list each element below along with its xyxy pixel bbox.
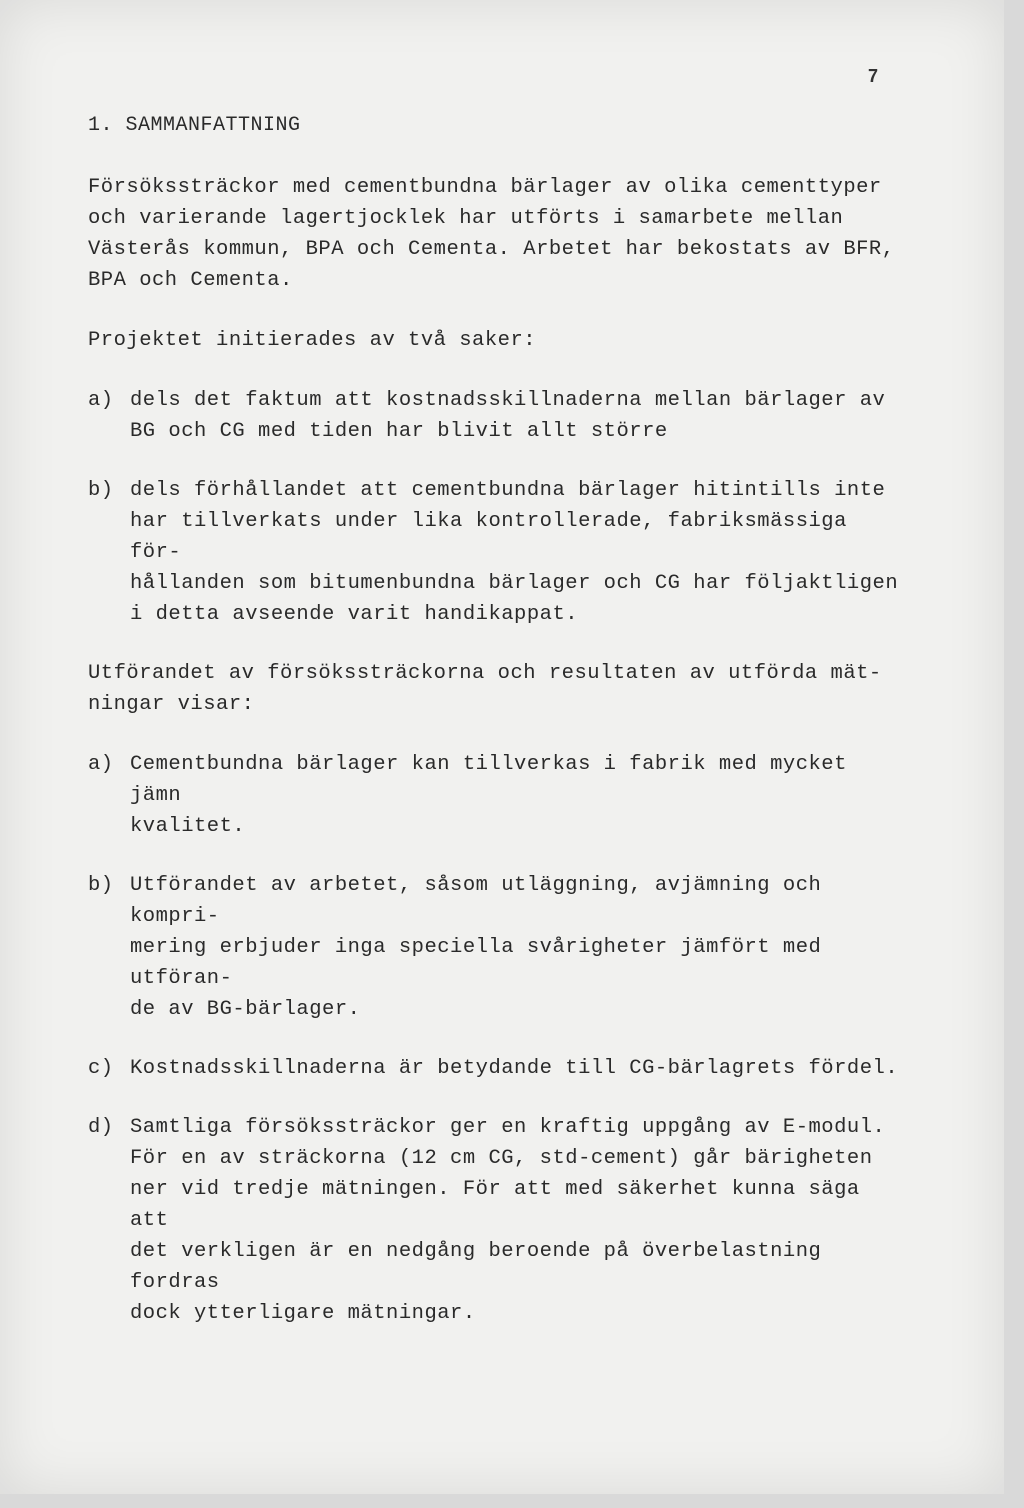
list-marker: b) — [88, 874, 114, 897]
result-item-d — [88, 1112, 908, 1329]
list-marker: a) — [88, 389, 114, 412]
result-item-c — [88, 1053, 908, 1084]
section-heading: 1. SAMMANFATTNING — [88, 114, 301, 137]
list-item-text: Kostnadsskillnaderna är betydande till CG-bärlagrets fördel. — [130, 1057, 899, 1080]
summary-content — [88, 172, 908, 1357]
reason-item-b — [88, 475, 908, 630]
result-item-a — [88, 749, 908, 842]
list-marker: d) — [88, 1116, 114, 1139]
results-intro-paragraph: Utförandet av försökssträckorna och resultaten av utförda mät- ningar visar: — [88, 662, 882, 716]
project-intro-paragraph: Projektet initierades av två saker: — [88, 329, 537, 352]
intro-paragraph: Försökssträckor med cementbundna bärlager av olika cementtyper och varierande lagertjocklek har utförts i samarbete mellan Västerås kommun, BPA och Cementa. Arbetet har bekostats av BFR, BPA och Cementa. — [88, 176, 895, 292]
list-item-text: dels förhållandet att cementbundna bärlager hitintills inte har tillverkats under lika kontrollerade, fabriksmässiga för- hållanden som bitumenbundna bärlager och CG har följaktligen i detta avseende varit handikappat. — [130, 479, 899, 626]
list-marker: c) — [88, 1057, 114, 1080]
list-item-text: Utförandet av arbetet, såsom utläggning, avjämning och kompri- mering erbjuder inga speciella svårigheter jämfört med utföran- de av BG-bärlager. — [130, 874, 822, 1021]
list-marker: a) — [88, 753, 114, 776]
page-number: 7 — [868, 66, 879, 86]
result-item-b — [88, 870, 908, 1025]
list-item-text: dels det faktum att kostnadsskillnaderna mellan bärlager av BG och CG med tiden har blivit allt större — [130, 389, 886, 443]
list-marker: b) — [88, 479, 114, 502]
list-item-text: Cementbundna bärlager kan tillverkas i fabrik med mycket jämn kvalitet. — [130, 753, 847, 838]
reason-item-a — [88, 385, 908, 447]
list-item-text: Samtliga försökssträckor ger en kraftig uppgång av E-modul. För en av sträckorna (12 cm CG, std-cement) går bärigheten ner vid tredje mätningen. För att med säkerhet kunna säga att det verkligen är en nedgång beroende på överbelastning fordras dock ytterligare mätningar. — [130, 1116, 886, 1325]
